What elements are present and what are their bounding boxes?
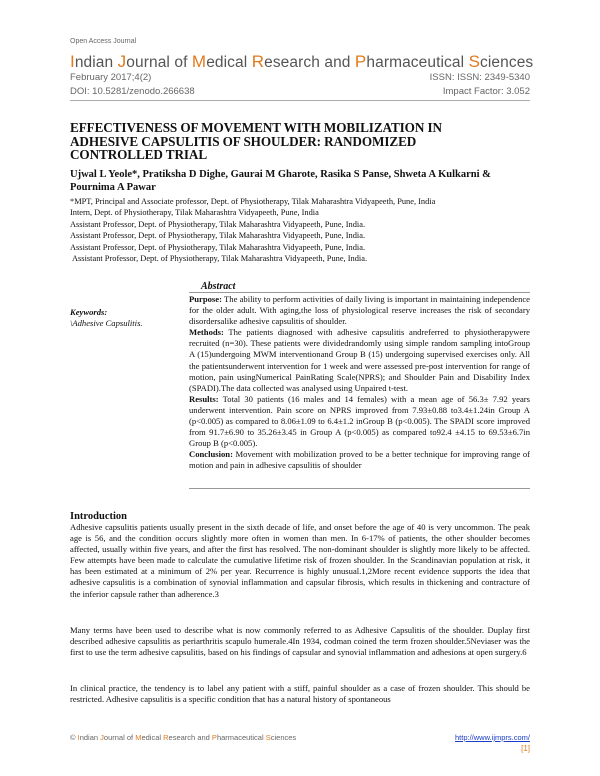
intro-paragraph: In clinical practice, the tendency is to label any patient with a stiff, painful shoulder as a case of frozen shoulder. This should be restricted. Adhesive capsulitis is a specific condition that has a natural history of spontaneous [70, 683, 530, 705]
journal-name-word: ndian [79, 733, 101, 742]
abstract-top-rule [189, 292, 530, 293]
journal-url-link[interactable]: http://www.ijmprs.com/ [454, 733, 530, 742]
issn: ISSN: ISSN: 2349-5340 [429, 72, 530, 83]
journal-name-word: ndian [74, 54, 118, 71]
journal-name-word: ciences [270, 733, 297, 742]
journal-name-initial: J [117, 52, 127, 71]
affiliation: Assistant Professor, Dept. of Physiotherapy, Tilak Maharashtra Vidyapeeth, Pune, India. [70, 242, 366, 252]
journal-name-word: edical [141, 733, 164, 742]
page-number: [1] [521, 744, 530, 753]
abstract-heading: Abstract [201, 281, 236, 292]
affiliation: Assistant Professor, Dept. of Physiotherapy, Tilak Maharashtra Vidyapeeth, Pune, India. [70, 231, 366, 241]
issue-line [70, 72, 530, 83]
journal-name-initial: S [468, 52, 481, 71]
doi: DOI: 10.5281/zenodo.266638 [70, 86, 195, 97]
journal-name-initial: S [265, 733, 271, 742]
journal-name-word: harmaceutical [366, 54, 469, 71]
abstract-purpose: Purpose: The ability to perform activities of daily living is important in maintaining independence for the older adult. With aging,the loss of physiological reserve increases the risk of secondary disordersalike adhesive capsulitis of shoulder. [189, 294, 530, 327]
journal-name-word: harmaceutical [216, 733, 266, 742]
footer-journal-name [78, 733, 297, 742]
journal-name-initial: P [211, 733, 217, 742]
article-title: EFFECTIVENESS OF MOVEMENT WITH MOBILIZATION IN ADHESIVE CAPSULITIS OF SHOULDER: RANDOMIZED CONTROLLED TRIAL [70, 120, 442, 162]
journal-name-initial: M [191, 52, 207, 71]
journal-name-word: ournal of [103, 733, 136, 742]
impact-factor: Impact Factor: 3.052 [442, 86, 530, 97]
abstract-results: Results: Total 30 patients (16 males and 14 females) with a mean age of 56.3± 7.92 years underwent intervention. Pain score on NPRS improved from 7.93±0.88 to3.4±1.24in Group A (p<0.005) as compared to 8.06±1.09 to 6.4±1.2 inGroup B (p<0.005). The SPADI score improved from 91.7±6.90 to 35.26±3.45 in Group A (p<0.005) as compared to92.4 ±4.15 to 69.53±6.7in Group B (p<0.005). [189, 393, 530, 449]
keywords-block [70, 307, 185, 329]
abstract-conclusion: Conclusion: Movement with mobilization proved to be a better technique for improving range of motion and pain in adhesive capsulitis of shoulder [189, 449, 530, 471]
journal-name-word: esearch and [264, 54, 355, 71]
intro-paragraph: Many terms have been used to describe what is now commonly referred to as Adhesive Capsulitis of the shoulder. Duplay first described adhesive capsulitis as periarthritis scapulo humerale.4In 1934, codman coined the term frozen shoulder.5Neviaser was the first to use the term adhesive capsulitis, based on his findings of capsular and synovial inflammation and adhesions at open surgery.6 [70, 625, 530, 658]
open-access-label: Open Access Journal [70, 38, 137, 45]
article-authors: Ujwal L Yeole*, Pratiksha D Dighe, Gaurai M Gharote, Rasika S Panse, Shweta A Kulkarni & Pournima A Pawar [70, 169, 491, 193]
journal-name-initial: I [70, 52, 75, 71]
journal-name-word: ciences [480, 54, 534, 71]
introduction-heading: Introduction [70, 511, 127, 522]
journal-name-initial: I [77, 733, 80, 742]
doi-line [70, 86, 530, 97]
affiliation: *MPT, Principal and Associate professor, Dept. of Physiotherapy, Tilak Maharashtra Vidyapeeth, Pune, India [70, 197, 436, 206]
intro-paragraph: Adhesive capsulitis patients usually present in the sixth decade of life, and onset before the age of 40 is very uncommon. The peak age is 56, and the condition occurs slightly more often in women than men. In 6-17% of patients, the other shoulder becomes affected, usually within five years, and after the first has resolved. The non-dominant shoulder is slightly more likely to be affected. Few attempts have been made to calculate the cumulative lifetime risk of frozen shoulder. In the Scandinavian population at risk, it has been estimated at a minimum of 2% per year. Recurrence is highly unusual.1,2More recent evidence supports the idea that adhesive capsulitis is a combination of synovial inflammation and capsular fibrosis, which results in thickening and contracture of the inferior capsule rather than adherence.3 [70, 522, 530, 599]
affiliation: Intern, Dept. of Physiotherapy, Tilak Maharashtra Vidyapeeth, Pune, India [70, 208, 319, 218]
affiliations [70, 196, 530, 264]
header-divider [70, 100, 530, 101]
journal-name-word: ournal of [126, 54, 192, 71]
journal-name-initial: R [251, 52, 265, 71]
journal-name-word: edical [206, 54, 252, 71]
abstract-methods: Methods: The patients diagnosed with adhesive capsulitis andreferred to physiotherapywere recruited (n=30). These patients were dividedrandomly using simple random sampling intoGroup A (15)undergoing MWM interventionand Group B (15) undergoing supervised exercises only. All the patientsunderwent intervention for 1 week and were assessed pre-post intervention for range of motion, pain usingNumerical PainRating Scale(NPRS); and Shoulder Pain and Disability Index (SPADI).The data collected was analysed using Unpaired t-test. [189, 327, 530, 393]
abstract-bottom-rule [189, 488, 530, 489]
affiliation: Assistant Professor, Dept. of Physiotherapy, Tilak Maharashtra Vidyapeeth, Pune, India. [72, 254, 368, 264]
journal-name-initial: M [135, 733, 142, 742]
journal-name [70, 52, 533, 72]
journal-name-initial: R [163, 733, 169, 742]
copyright-symbol: © [70, 733, 76, 742]
footer [70, 733, 530, 742]
journal-name-initial: P [354, 52, 367, 71]
keywords-text: \Adhesive Capsulitis. [70, 318, 143, 328]
abstract-body [189, 294, 530, 472]
journal-name-initial: J [100, 733, 104, 742]
keywords-label: Keywords: [70, 307, 108, 317]
journal-name-word: esearch and [168, 733, 212, 742]
issue-date: February 2017;4(2) [70, 72, 152, 83]
affiliation: Assistant Professor, Dept. of Physiotherapy, Tilak Maharashtra Vidyapeeth, Pune, India. [70, 219, 366, 229]
